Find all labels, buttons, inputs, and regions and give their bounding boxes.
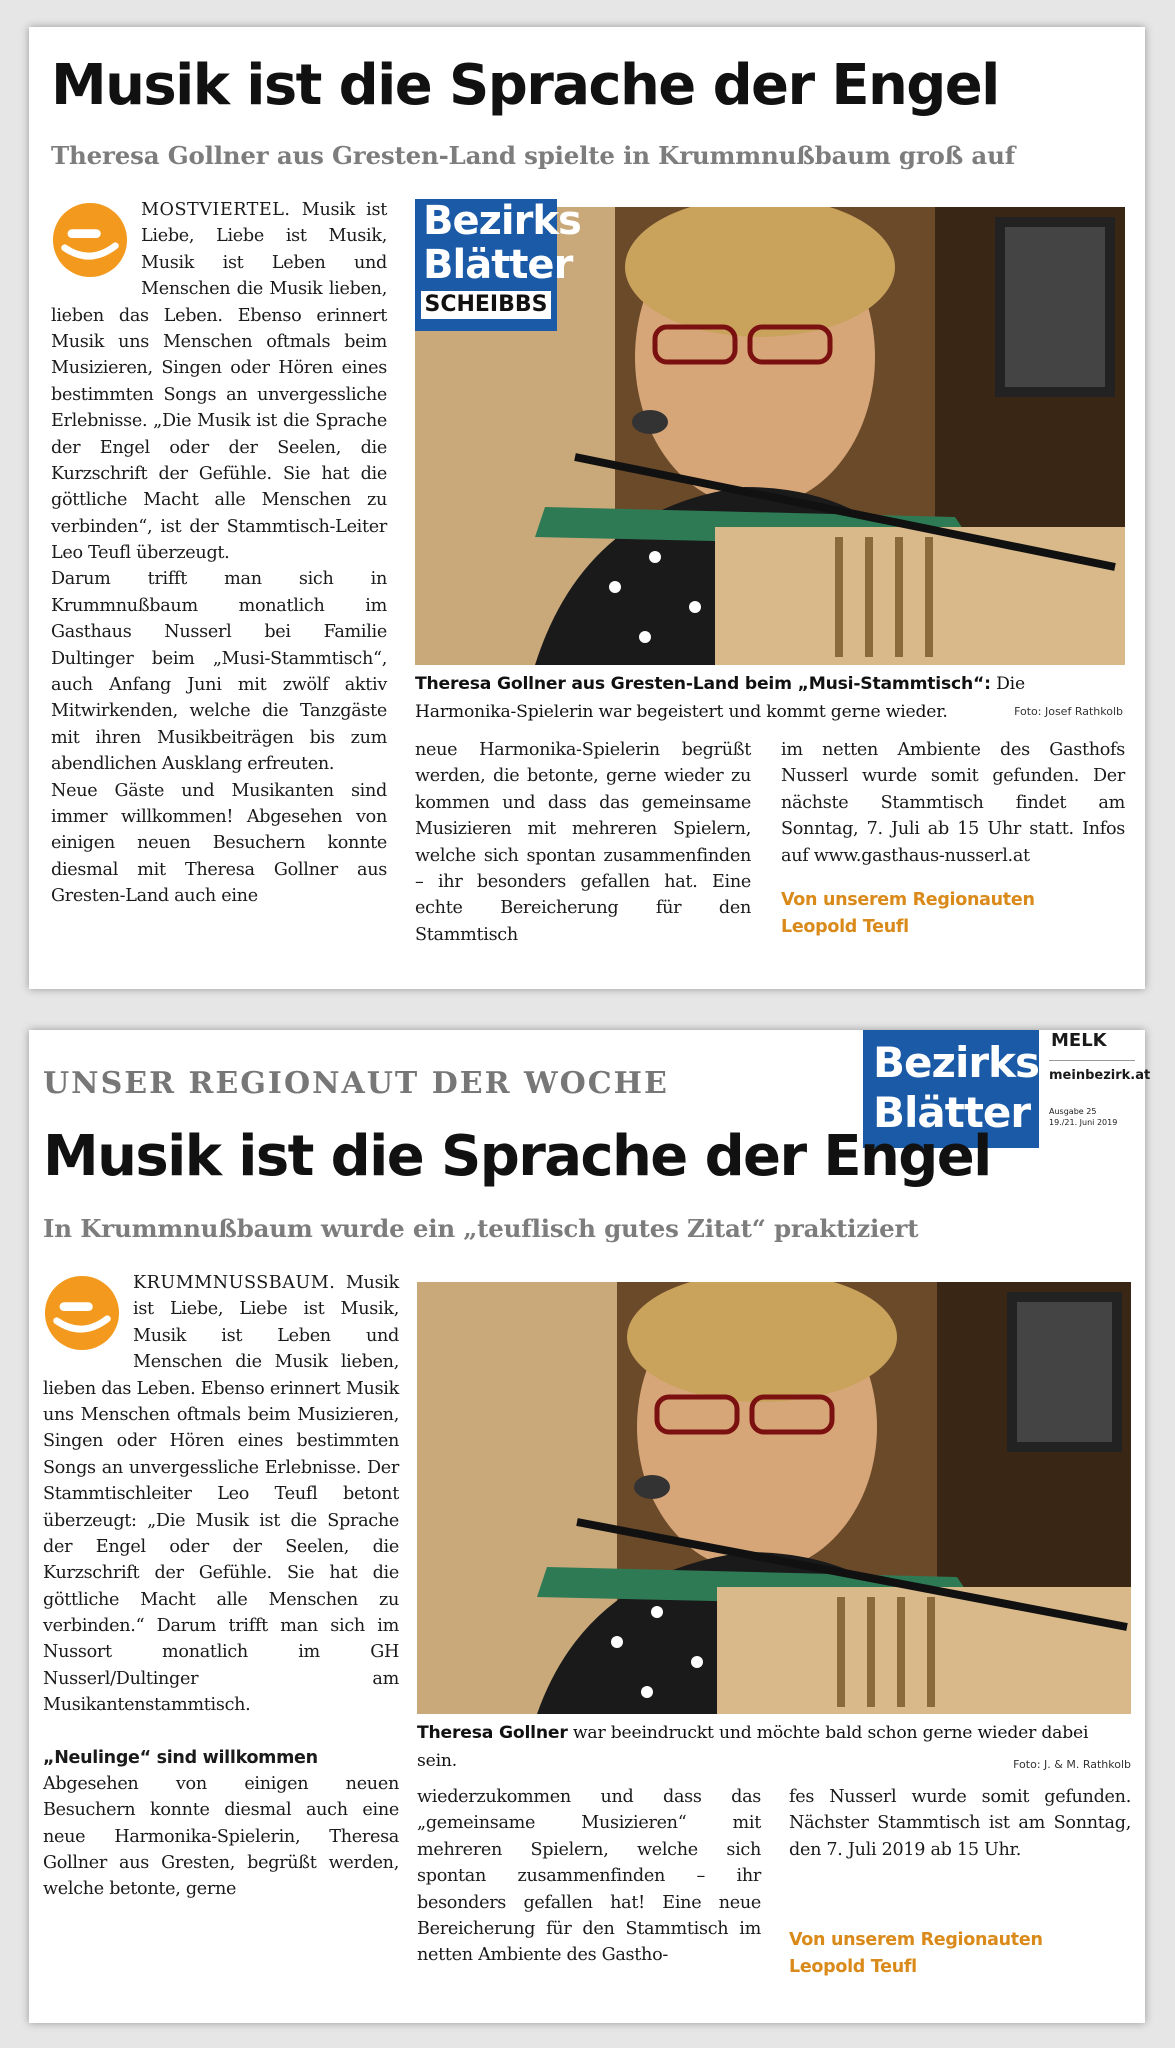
subtitle: In Krummnußbaum wurde ein „teuflisch gutes Zitat“ praktiziert bbox=[43, 1214, 919, 1243]
body-paragraph: wiederzukommen und dass das „gemeinsame Musizieren“ mit mehreren Spielern, welche sich spontan zusammenfinden – ihr besonders gefallen hat! Eine neue Bereicherung für den Stammtisch im netten Ambiente des Gastho- bbox=[417, 1787, 761, 1966]
kicker: UNSER REGIONAUT DER WOCHE bbox=[43, 1066, 669, 1101]
subtitle: Theresa Gollner aus Gresten-Land spielte in Krummnußbaum groß auf bbox=[51, 141, 1016, 170]
headline: Musik ist die Sprache der Engel bbox=[43, 1124, 991, 1189]
article-clipping-melk bbox=[29, 1030, 1151, 2023]
body-paragraph: im netten Ambiente des Gasthofs Nusserl wurde somit gefunden. Der nächste Stammtisch findet am Sonntag, 7. Juli ab 15 Uhr statt. Infos auf www.gasthaus-nusserl.at bbox=[781, 740, 1125, 866]
headline: Musik ist die Sprache der Engel bbox=[51, 53, 999, 118]
column-2 bbox=[415, 737, 751, 948]
author-byline: Von unserem Regionauten Leopold Teufl bbox=[781, 889, 1035, 938]
region-label: MELK bbox=[1051, 1030, 1107, 1051]
lead-dateline: KRUMMNUSSBAUM. bbox=[133, 1273, 336, 1293]
author-byline: Von unserem Regionauten Leopold Teufl bbox=[789, 1930, 1043, 1978]
body-paragraph: Musik ist Liebe, Liebe ist Musik, Musik ist Leben und Menschen die Musik lieben, lieben das Leben. Ebenso erinnert Musik uns Menschen oftmals beim Musizieren, Singen oder Hören eines bestimmten Songs an unvergessliche Erlebnisse. Der Stammtischleiter Leo Teufl betont überzeugt: „Die Musik ist die Sprache der Engel oder der Seelen, die Kurzschrift der Gefühle. Sie hat die göttliche Macht alle Menschen zu verbinden.“ Darum trifft man sich im Nussort monatlich im GH Nusserl/Dultinger am Musikantenstammtisch. bbox=[43, 1273, 399, 1716]
column-1 bbox=[51, 197, 387, 910]
regionaut-smiley-icon bbox=[51, 201, 129, 279]
body-paragraph: Darum trifft man sich in Krummnußbaum monatlich im Gasthaus Nusserl bei Familie Dultinger beim „Musi-Stammtisch“, auch Anfang Juni mit zwölf aktiv Mitwirkenden, welche die Tanzgäste mit ihren Musikbeiträgen bis zum abendlichen Ausklang erfreuten. bbox=[51, 569, 387, 775]
photo-caption: Theresa Gollner aus Gresten-Land beim „Musi-Stammtisch“: Die Harmonika-Spielerin war begeistert und kommt gerne wieder. bbox=[415, 674, 1025, 722]
regionaut-smiley-icon bbox=[43, 1274, 121, 1352]
body-paragraph: Musik ist Liebe, Liebe ist Musik, Musik ist Leben und Menschen die Musik lieben, lieben das Leben. Ebenso erinnert Musik uns Menschen oftmals beim Musizieren, Singen oder Hören eines bestimmten Songs an unvergessliche Erlebnisse. „Die Musik ist die Sprache der Engel oder der Seelen, die Kurzschrift der Gefühle. Sie hat die göttliche Macht alle Menschen zu verbinden“, ist der Stammtisch-Leiter Leo Teufl überzeugt. bbox=[51, 200, 388, 564]
body-paragraph: Neue Gäste und Musikanten sind immer willkommen! Abgesehen von einigen neuen Besuchern konnte diesmal mit Theresa Gollner aus Gresten-Land auch eine bbox=[51, 780, 387, 907]
column-3 bbox=[781, 737, 1125, 941]
column-2 bbox=[417, 1784, 761, 1969]
bezirksblaetter-logo: Bezirks Blätter bbox=[863, 1030, 1039, 1148]
article-clipping-scheibbs bbox=[29, 27, 1145, 989]
issue-info: Ausgabe 25 19./21. Juni 2019 bbox=[1049, 1107, 1118, 1127]
body-paragraph: Abgesehen von einigen neuen Besuchern konnte diesmal auch eine neue Harmonika-Spielerin, Theresa Gollner aus Gresten, begrüßt werden, welche betonte, gerne bbox=[43, 1773, 399, 1900]
lead-dateline: MOSTVIERTEL. bbox=[141, 200, 291, 220]
photo-caption: Theresa Gollner war beeindruckt und möchte bald schon gerne wieder dabei sein. bbox=[417, 1723, 1089, 1771]
photo-harmonica-player bbox=[417, 1282, 1131, 1714]
column-1 bbox=[43, 1270, 399, 1903]
bezirksblaetter-scheibbs-logo: Bezirks Blätter SCHEIBBS bbox=[415, 199, 557, 331]
photo-credit: Foto: Josef Rathkolb bbox=[1014, 705, 1123, 718]
subheading: „Neulinge“ sind willkommen bbox=[43, 1747, 318, 1768]
body-paragraph: fes Nusserl wurde somit gefunden. Nächster Stammtisch ist am Sonntag, den 7. Juli 2019 ab 15 Uhr. bbox=[789, 1787, 1131, 1860]
body-paragraph: neue Harmonika-Spielerin begrüßt werden, die betonte, gerne wieder zu kommen und dass das gemeinsame Musizieren mit mehreren Spielern, welche sich spontan zusammenfinden – ihr besonders gefallen hat. Eine echte Bereicherung für den Stammtisch bbox=[415, 740, 751, 945]
photo-credit: Foto: J. & M. Rathkolb bbox=[1013, 1758, 1131, 1771]
column-3 bbox=[789, 1784, 1131, 1981]
website-label: meinbezirk.at bbox=[1049, 1068, 1151, 1083]
